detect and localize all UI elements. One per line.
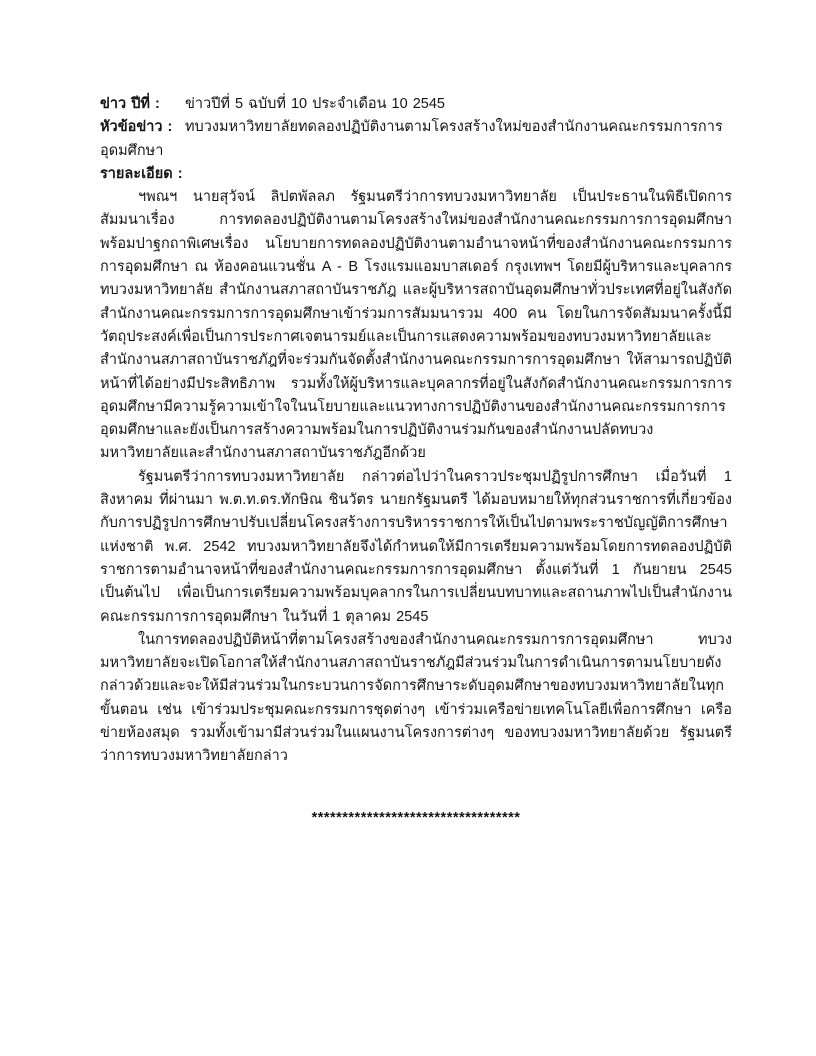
news-subject-label: หัวข้อข่าว : bbox=[100, 119, 173, 136]
news-issue-value: ข่าวปีที่ 5 ฉบับที่ 10 ประจำเดือน 10 2545 bbox=[185, 96, 445, 112]
document-page bbox=[100, 93, 732, 830]
news-subject-row bbox=[100, 116, 732, 163]
news-issue-row bbox=[100, 93, 732, 116]
asterisk-separator: ********************************** bbox=[311, 809, 521, 826]
news-issue-label: ข่าว ปีที่ : bbox=[100, 96, 160, 112]
body-paragraph-2: รัฐมนตรีว่าการทบวงมหาวิทยาลัย กล่าวต่อไปว่าในคราวประชุมปฏิรูปการศึกษา เมื่อวันที่ 1 สิงหาคม ที่ผ่านมา พ.ต.ท.ดร.ทักษิณ ชินวัตร นายกรัฐมนตรี ได้มอบหมายให้ทุกส่วนราชการที่เกี่ยวข้องกับการปฏิรูปการศึกษาปรับเปลี่ยนโครงสร้างการบริหารราชการให้เป็นไปตามพระราชบัญญัติการศึกษาแห่งชาติ พ.ศ. 2542 ทบวงมหาวิทยาลัยจึงได้กำหนดให้มีการเตรียมความพร้อมโดยการทดลองปฏิบัติราชการตามอำนาจหน้าที่ของสำนักงานคณะกรรมการการอุดมศึกษา ตั้งแต่วันที่ 1 กันยายน 2545 เป็นต้นไป เพื่อเป็นการเตรียมความพร้อมบุคลากรในการเปลี่ยนบทบาทและสถานภาพไปเป็นสำนักงานคณะกรรมการการอุดมศึกษา ในวันที่ 1 ตุลาคม 2545 bbox=[100, 468, 732, 625]
detail-row bbox=[100, 163, 732, 186]
document-header bbox=[100, 93, 732, 186]
body-paragraph-3: ในการทดลองปฏิบัติหน้าที่ตามโครงสร้างของสำนักงานคณะกรรมการการอุดมศึกษา ทบวงมหาวิทยาลัยจะเปิดโอกาสให้สำนักงานสภาสถาบันราชภัฎมีส่วนร่วมในการดำเนินการตามนโยบายดังกล่าวด้วยและจะให้มีส่วนร่วมในกระบวนการจัดการศึกษาระดับอุดมศึกษาของทบวงมหาวิทยาลัยในทุกขั้นตอน เช่น เข้าร่วมประชุมคณะกรรมการชุดต่างๆ เข้าร่วมเครือข่ายเทคโนโลยีเพื่อการศึกษา เครือข่ายห้องสมุด รวมทั้งเข้ามามีส่วนร่วมในแผนงานโครงการต่างๆ ของทบวงมหาวิทยาลัยด้วย รัฐมนตรีว่าการทบวงมหาวิทยาลัยกล่าว bbox=[100, 631, 732, 765]
news-subject-value: ทบวงมหาวิทยาลัยทดลองปฏิบัติงานตามโครงสร้างใหม่ของสำนักงานคณะกรรมการการอุดมศึกษา bbox=[100, 119, 723, 159]
body-paragraph-1: ฯพณฯ นายสุวัจน์ ลิปตพัลลภ รัฐมนตรีว่าการทบวงมหาวิทยาลัย เป็นประธานในพิธีเปิดการสัมมนาเรื่อง การทดลองปฏิบัติงานตามโครงสร้างใหม่ของสำนักงานคณะกรรมการการอุดมศึกษา พร้อมปาฐกถาพิเศษเรื่อง นโยบายการทดลองปฏิบัติงานตามอำนาจหน้าที่ของสำนักงานคณะกรรมการการอุดมศึกษา ณ ห้องคอนแวนชั่น A - B โรงแรมแอมบาสเดอร์ กรุงเทพฯ โดยมีผู้บริหารและบุคลากรทบวงมหาวิทยาลัย สำนักงานสภาสถาบันราชภัฎ และผู้บริหารสถาบันอุดมศึกษาทั่วประเทศที่อยู่ในสังกัดสำนักงานคณะกรรมการการอุดมศึกษาเข้าร่วมการสัมมนารวม 400 คน โดยในการจัดสัมมนาครั้งนี้มีวัตถุประสงค์เพื่อเป็นการประกาศเจตนารมย์และเป็นการแสดงความพร้อมของทบวงมหาวิทยาลัยและสำนักงานสภาสถาบันราชภัฎที่จะร่วมกันจัดตั้งสำนักงานคณะกรรมการการอุดมศึกษา ให้สามารถปฏิบัติหน้าที่ได้อย่างมีประสิทธิภาพ รวมทั้งให้ผู้บริหารและบุคลากรที่อยู่ในสังกัดสำนักงานคณะกรรมการการอุดมศึกษามีความรู้ความเข้าใจในนโยบายและแนวทางการปฏิบัติงานของสำนักงานคณะกรรมการการอุดมศึกษาและยังเป็นการสร้างความพร้อมในการปฏิบัติงานร่วมกันของสำนักงานปลัดทบวงมหาวิทยาลัยและสำนักงานสภาสถาบันราชภัฎอีกด้วย bbox=[100, 189, 732, 462]
detail-label: รายละเอียด : bbox=[100, 165, 183, 182]
